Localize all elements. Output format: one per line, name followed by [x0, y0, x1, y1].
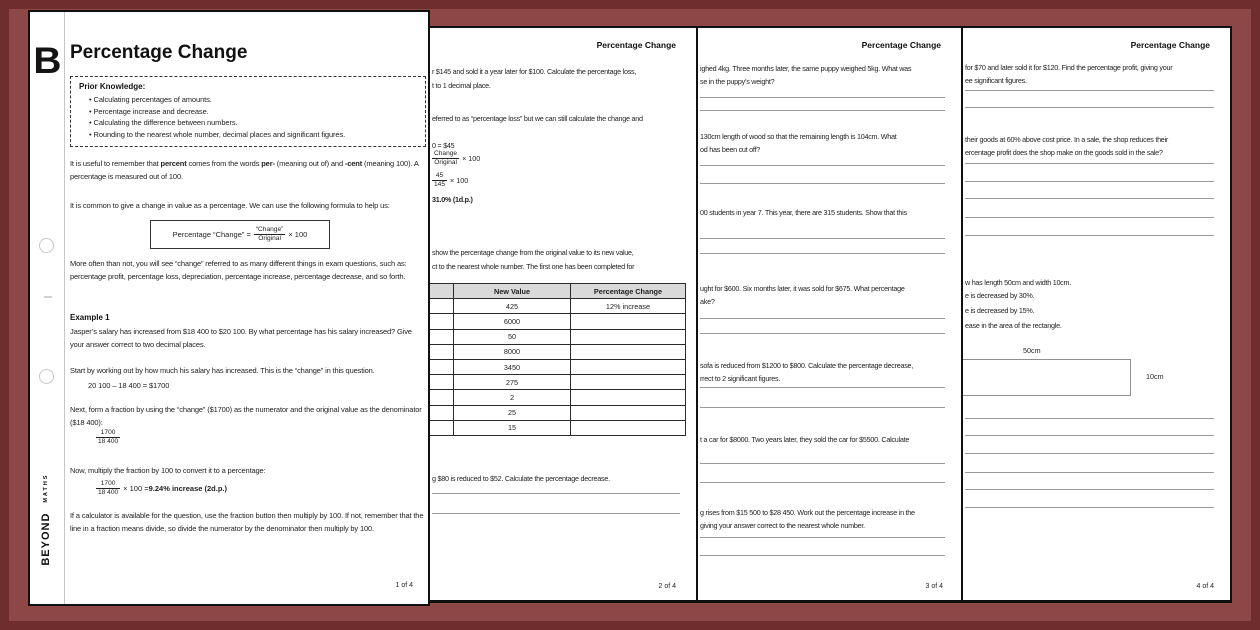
question-fragment: e is decreased by 30%. [965, 291, 1035, 300]
table-cell [571, 420, 686, 435]
table-row [430, 390, 686, 405]
fraction-denominator: 18 400 [98, 438, 119, 445]
rectangle-width-label: 10cm [1146, 372, 1164, 381]
fraction-denominator: Original [434, 159, 457, 166]
question-fragment: od has been cut off? [700, 145, 761, 154]
table-cell: 12% increase [571, 299, 686, 314]
answer-line [700, 482, 945, 483]
intro-bold: -cent [344, 159, 363, 168]
table-row [430, 420, 686, 435]
table-cell [430, 375, 454, 390]
page-header: Percentage Change [861, 40, 941, 50]
example1-step2: Next, form a fraction by using the “change” ($1700) as the numerator and the original value as the denominator ($18 400): [70, 405, 422, 427]
formula-intro-paragraph: It is common to give a change in value as a percentage. We can use the following formula to help us: [70, 201, 390, 210]
formula-suffix: × 100 [288, 230, 308, 239]
fraction-numerator: 1700 [96, 429, 120, 438]
beyond-maths-vertical-brand [37, 474, 55, 566]
table-cell [430, 359, 454, 374]
fraction-numerator: “Change” [255, 226, 284, 233]
question-fragment: w has length 50cm and width 10cm. [965, 278, 1072, 287]
question-fragment: ighed 4kg. Three months later, the same puppy weighed 5kg. What was [700, 64, 912, 73]
result-operator: × 100 = [123, 484, 149, 493]
question-fragment: ercentage profit does the shop make on the goods sold in the sale? [965, 148, 1163, 157]
example1-note: If a calculator is available for the question, use the fraction button then multiply by 100. If not, remember that the line in a fraction means divide, so divide the numerator by the denominator then multiply by 100. [70, 511, 424, 533]
worksheet-page-4 [963, 26, 1232, 603]
table-header-row [430, 284, 686, 299]
intro-bold: percent [160, 159, 187, 168]
table-row [430, 375, 686, 390]
worksheet-title: Percentage Change [70, 42, 248, 63]
answer-line [700, 97, 945, 98]
fraction-suffix: × 100 [462, 154, 481, 163]
question-fragment: ease in the area of the rectangle. [965, 321, 1062, 330]
question-fragment: g $80 is reduced to $52. Calculate the percentage decrease. [432, 474, 610, 483]
table-cell [430, 420, 454, 435]
page-header: Percentage Change [1130, 40, 1210, 50]
prior-knowledge-item: • Calculating the difference between numbers. [89, 117, 417, 129]
table-cell: 15 [454, 420, 571, 435]
question-fragment: rrect to 2 significant figures. [700, 374, 781, 383]
answer-line [700, 253, 945, 254]
binder-hole-icon [39, 369, 54, 384]
intro-bold: per- [261, 159, 275, 168]
task-fragment: show the percentage change from the original value to its new value, [432, 248, 634, 257]
fraction-numerator: 45 [432, 172, 447, 181]
answer-line [700, 333, 945, 334]
page-header: Percentage Change [596, 40, 676, 50]
question-fragment: sofa is reduced from $1200 to $800. Calculate the percentage decrease, [700, 361, 914, 370]
example1-working: 20 100 – 18 400 = $1700 [88, 381, 170, 390]
answer-line [700, 537, 945, 538]
answer-line [700, 165, 945, 166]
rectangle-diagram [963, 359, 1131, 396]
answer-line [700, 463, 945, 464]
table-header-cell: Percentage Change [571, 284, 686, 299]
answer-line [432, 513, 680, 514]
table-row [430, 359, 686, 374]
formula-box [150, 220, 330, 249]
question-fragment: ake? [700, 297, 715, 306]
fraction-numerator: Change [434, 150, 458, 157]
rectangle-length-label: 50cm [1023, 346, 1041, 355]
table-cell [571, 344, 686, 359]
worksheet-page-3 [698, 26, 963, 603]
prior-knowledge-item: • Percentage increase and decrease. [89, 106, 417, 118]
fraction [96, 429, 120, 446]
working-result: 31.0% (1d.p.) [432, 195, 473, 204]
answer-line [965, 472, 1214, 473]
table-row [430, 405, 686, 420]
binder-mark [44, 296, 52, 298]
answer-line [965, 507, 1214, 508]
page-number: 2 of 4 [658, 583, 676, 590]
example1-heading: Example 1 [70, 313, 110, 322]
table-cell: 275 [454, 375, 571, 390]
question-fragment: t to 1 decimal place. [432, 81, 491, 90]
page-number: 4 of 4 [1196, 583, 1214, 590]
intro-text: (meaning 100). A percentage is measured out of 100. [70, 159, 419, 181]
example1-problem: Jasper’s salary has increased from $18 400 to $20 100. By what percentage has his salary increased? Give your answer correct to two decimal places. [70, 327, 412, 349]
answer-line [432, 493, 680, 494]
table-header-cell [430, 284, 454, 299]
answer-line [965, 198, 1214, 199]
intro-text: It is useful to remember that [70, 159, 161, 168]
fraction-denominator: 18 400 [98, 489, 119, 496]
example1-result-line [96, 480, 227, 497]
fraction-suffix: × 100 [450, 176, 469, 185]
question-fragment: 130cm length of wood so that the remaining length is 104cm. What [700, 132, 897, 141]
table-row [430, 314, 686, 329]
table-cell: 8000 [454, 344, 571, 359]
answer-line [965, 453, 1214, 454]
answer-line [700, 110, 945, 111]
table-cell [571, 405, 686, 420]
prior-knowledge-item: • Rounding to the nearest whole number, decimal places and significant figures. [89, 129, 417, 141]
page1-content [70, 12, 427, 604]
note-fragment: eferred to as “percentage loss” but we can still calculate the change and [432, 114, 643, 123]
question-fragment: ught for $600. Six months later, it was sold for $675. What percentage [700, 284, 905, 293]
table-cell [430, 405, 454, 420]
example1-step3: Now, multiply the fraction by 100 to convert it to a percentage: [70, 466, 266, 475]
table-cell [430, 344, 454, 359]
table-cell [571, 314, 686, 329]
intro-text: (meaning out of) and [274, 159, 345, 168]
page-number: 1 of 4 [395, 582, 413, 589]
question-fragment: ee significant figures. [965, 76, 1027, 85]
working-fraction [432, 172, 468, 189]
table-cell [571, 359, 686, 374]
answer-line [700, 555, 945, 556]
answer-line [965, 107, 1214, 108]
question-fragment: se in the puppy’s weight? [700, 77, 775, 86]
answer-line [700, 183, 945, 184]
table-cell [571, 375, 686, 390]
table-cell [571, 390, 686, 405]
table-cell: 50 [454, 329, 571, 344]
table-row [430, 344, 686, 359]
question-fragment: r $145 and sold it a year later for $100. Calculate the percentage loss, [432, 67, 637, 76]
worksheet-page-1 [28, 10, 430, 606]
brand-word-maths: MATHS [43, 474, 49, 504]
table-cell [430, 299, 454, 314]
question-fragment: their goods at 60% above cost price. In a sale, the shop reduces their [965, 135, 1169, 144]
prior-knowledge-item: • Calculating percentages of amounts. [89, 94, 417, 106]
change-note-paragraph: More often than not, you will see “change” referred to as many different things in exam questions, such as: percentage profit, percentage loss, depreciation, percentage increase, percentage decrease, and so forth. [70, 259, 407, 281]
table-cell [430, 314, 454, 329]
answer-line [965, 181, 1214, 182]
answer-line [965, 217, 1214, 218]
fraction-denominator: Original [258, 235, 281, 242]
prior-knowledge-heading: Prior Knowledge: [79, 82, 146, 91]
answer-line [700, 387, 945, 388]
prior-knowledge-box [70, 76, 426, 147]
table-cell [430, 390, 454, 405]
answer-line [700, 407, 945, 408]
fraction [432, 150, 459, 167]
answer-line [965, 90, 1214, 91]
beyond-logo: B [33, 40, 62, 81]
fraction [96, 480, 120, 497]
fraction-denominator: 145 [434, 181, 446, 188]
question-fragment: e is decreased by 15%. [965, 306, 1035, 315]
table-cell: 425 [454, 299, 571, 314]
page-margin [30, 12, 65, 604]
working-fraction [432, 150, 480, 167]
working-fragment: 0 = $45 [432, 141, 455, 150]
question-fragment: for $70 and later sold it for $120. Find the percentage profit, giving your [965, 63, 1173, 72]
table-header-cell: New Value [454, 284, 571, 299]
result-value: 9.24% increase (2d.p.) [148, 484, 227, 493]
answer-line [700, 318, 945, 319]
table-cell [571, 329, 686, 344]
answer-line [965, 435, 1214, 436]
question-fragment: giving your answer correct to the nearest whole number. [700, 521, 865, 530]
page-number: 3 of 4 [925, 583, 943, 590]
intro-paragraph [70, 158, 427, 183]
answer-line [965, 489, 1214, 490]
table-row [430, 329, 686, 344]
table-cell [430, 329, 454, 344]
table-cell: 6000 [454, 314, 571, 329]
table-cell: 3450 [454, 359, 571, 374]
answer-line [965, 418, 1214, 419]
answer-line [965, 235, 1214, 236]
table-row [430, 299, 686, 314]
table-cell: 25 [454, 405, 571, 420]
question-fragment: t a car for $8000. Two years later, they sold the car for $5500. Calculate [700, 435, 910, 444]
formula-prefix: Percentage “Change” = [172, 230, 251, 239]
percentage-change-table [430, 283, 686, 436]
binder-hole-icon [39, 238, 54, 253]
answer-line [965, 163, 1214, 164]
task-fragment: ct to the nearest whole number. The first one has been completed for [432, 262, 635, 271]
formula-fraction [254, 226, 286, 243]
question-fragment: 00 students in year 7. This year, there are 315 students. Show that this [700, 208, 907, 217]
table-cell: 2 [454, 390, 571, 405]
answer-line [700, 238, 945, 239]
question-fragment: g rises from $15 500 to $28 450. Work out the percentage increase in the [700, 508, 915, 517]
example1-step1: Start by working out by how much his salary has increased. This is the “change” in this question. [70, 366, 375, 375]
intro-text: comes from the words [186, 159, 262, 168]
worksheet-page-2 [430, 26, 698, 603]
fraction-numerator: 1700 [96, 480, 120, 489]
example1-fraction [96, 429, 120, 446]
fraction [432, 172, 447, 189]
brand-word-beyond: BEYOND [40, 512, 52, 566]
